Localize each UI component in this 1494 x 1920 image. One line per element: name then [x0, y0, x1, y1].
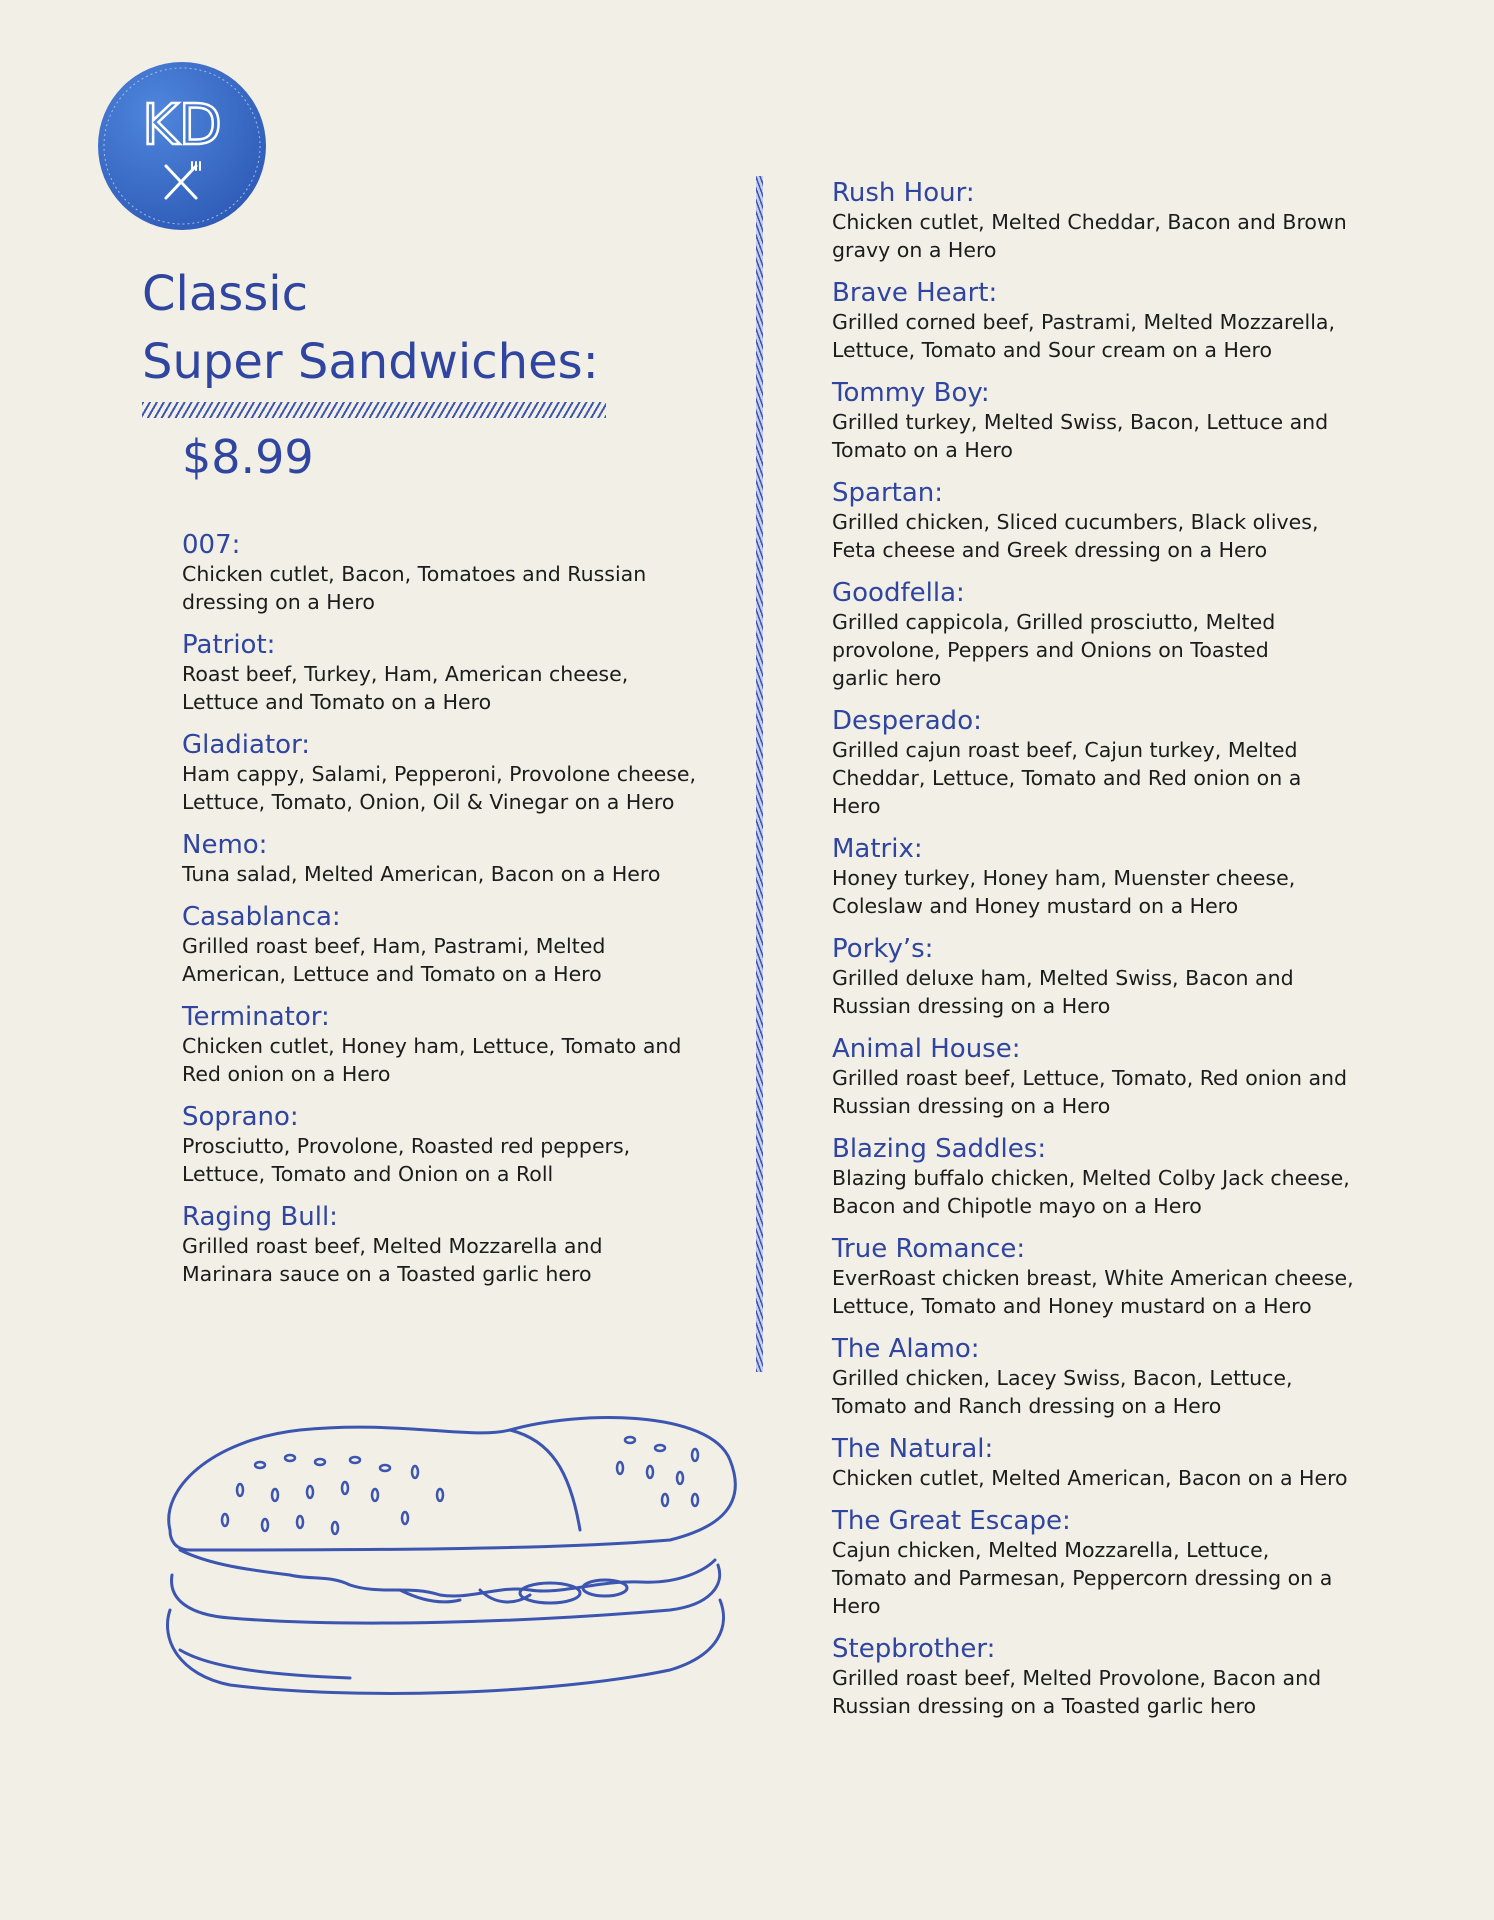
menu-item	[832, 834, 1392, 920]
description-line: Cajun chicken, Melted Mozzarella, Lettuce,	[832, 1538, 1270, 1562]
description-line: Lettuce and Tomato on a Hero	[182, 690, 492, 714]
description-line: Tomato and Parmesan, Peppercorn dressing on a	[832, 1566, 1333, 1590]
menu-item-description	[832, 1264, 1392, 1320]
description-line: Grilled roast beef, Ham, Pastrami, Melted	[182, 934, 606, 958]
menu-item-description	[832, 508, 1392, 564]
menu-item-description	[832, 864, 1392, 920]
menu-item	[832, 578, 1392, 692]
description-line: Blazing buffalo chicken, Melted Colby Jack cheese,	[832, 1166, 1350, 1190]
menu-item	[832, 1634, 1392, 1720]
menu-item	[832, 278, 1392, 364]
title-underline-divider	[142, 402, 606, 418]
sandwich-illustration	[150, 1400, 750, 1720]
menu-item-name: Spartan:	[832, 478, 943, 508]
menu-item-description	[832, 1464, 1392, 1492]
description-line: Grilled cappicola, Grilled prosciutto, Melted	[832, 610, 1276, 634]
menu-item-name: Rush Hour:	[832, 178, 975, 208]
menu-item-name: Terminator:	[182, 1002, 330, 1032]
menu-item	[182, 1002, 742, 1088]
menu-item-description	[832, 208, 1392, 264]
description-line: Chicken cutlet, Melted Cheddar, Bacon and Brown	[832, 210, 1347, 234]
menu-item-description	[832, 1664, 1392, 1720]
description-line: Ham cappy, Salami, Pepperoni, Provolone cheese,	[182, 762, 696, 786]
price: $8.99	[182, 430, 314, 484]
menu-item-description	[182, 560, 742, 616]
description-line: Roast beef, Turkey, Ham, American cheese,	[182, 662, 629, 686]
menu-item-description	[832, 1164, 1392, 1220]
menu-item	[832, 1234, 1392, 1320]
description-line: Grilled roast beef, Melted Mozzarella and	[182, 1234, 603, 1258]
description-line: Tomato on a Hero	[832, 438, 1013, 462]
description-line: Marinara sauce on a Toasted garlic hero	[182, 1262, 592, 1286]
description-line: Russian dressing on a Hero	[832, 1094, 1111, 1118]
logo-letters: KD	[142, 93, 222, 158]
menu-item-name: Porky’s:	[832, 934, 934, 964]
menu-item	[832, 706, 1392, 820]
description-line: Grilled roast beef, Melted Provolone, Bacon and	[832, 1666, 1322, 1690]
menu-item	[182, 1202, 742, 1288]
description-line: Grilled chicken, Sliced cucumbers, Black olives,	[832, 510, 1319, 534]
description-line: Chicken cutlet, Honey ham, Lettuce, Tomato and	[182, 1034, 682, 1058]
menu-item	[182, 730, 742, 816]
description-line: Honey turkey, Honey ham, Muenster cheese,	[832, 866, 1296, 890]
description-line: Cheddar, Lettuce, Tomato and Red onion on a	[832, 766, 1302, 790]
menu-item	[182, 630, 742, 716]
description-line: Grilled cajun roast beef, Cajun turkey, Melted	[832, 738, 1298, 762]
description-line: Tuna salad, Melted American, Bacon on a Hero	[182, 862, 661, 886]
menu-item-description	[832, 964, 1392, 1020]
menu-item-name: True Romance:	[832, 1234, 1026, 1264]
menu-item-name: Animal House:	[832, 1034, 1021, 1064]
menu-item-name: Goodfella:	[832, 578, 965, 608]
menu-item	[832, 1434, 1392, 1492]
menu-item-description	[182, 932, 742, 988]
kd-logo	[96, 60, 268, 232]
menu-item	[182, 830, 742, 888]
vertical-divider	[756, 176, 763, 1372]
menu-item	[182, 902, 742, 988]
description-line: garlic hero	[832, 666, 942, 690]
left-menu-column	[182, 530, 742, 1302]
menu-item-description	[832, 1364, 1392, 1420]
description-line: Chicken cutlet, Bacon, Tomatoes and Russian	[182, 562, 647, 586]
menu-item-description	[832, 1064, 1392, 1120]
description-line: Lettuce, Tomato and Honey mustard on a Hero	[832, 1294, 1312, 1318]
menu-item	[182, 1102, 742, 1188]
description-line: Tomato and Ranch dressing on a Hero	[832, 1394, 1222, 1418]
menu-item-name: Soprano:	[182, 1102, 299, 1132]
menu-item-description	[182, 1132, 742, 1188]
menu-item-description	[182, 660, 742, 716]
menu-item	[832, 1034, 1392, 1120]
menu-item-description	[832, 308, 1392, 364]
menu-item	[832, 478, 1392, 564]
title-line-2: Super Sandwiches:	[142, 334, 599, 390]
menu-item-description	[182, 760, 742, 816]
menu-item-description	[182, 1032, 742, 1088]
description-line: Lettuce, Tomato, Onion, Oil & Vinegar on a Hero	[182, 790, 675, 814]
description-line: provolone, Peppers and Onions on Toasted	[832, 638, 1269, 662]
menu-title	[142, 260, 599, 396]
description-line: Lettuce, Tomato and Sour cream on a Hero	[832, 338, 1273, 362]
description-line: Bacon and Chipotle mayo on a Hero	[832, 1194, 1202, 1218]
description-line: Feta cheese and Greek dressing on a Hero	[832, 538, 1268, 562]
description-line: Coleslaw and Honey mustard on a Hero	[832, 894, 1239, 918]
description-line: Grilled deluxe ham, Melted Swiss, Bacon and	[832, 966, 1294, 990]
menu-item	[832, 178, 1392, 264]
menu-item-name: The Alamo:	[832, 1334, 980, 1364]
menu-item-name: Casablanca:	[182, 902, 341, 932]
menu-item	[832, 934, 1392, 1020]
description-line: Grilled turkey, Melted Swiss, Bacon, Lettuce and	[832, 410, 1329, 434]
menu-item	[832, 1506, 1392, 1620]
description-line: American, Lettuce and Tomato on a Hero	[182, 962, 602, 986]
menu-item-name: Nemo:	[182, 830, 268, 860]
menu-item-description	[832, 608, 1392, 692]
description-line: Grilled roast beef, Lettuce, Tomato, Red onion and	[832, 1066, 1348, 1090]
menu-item-name: The Natural:	[832, 1434, 994, 1464]
title-line-1: Classic	[142, 266, 309, 322]
description-line: Grilled corned beef, Pastrami, Melted Mozzarella,	[832, 310, 1336, 334]
description-line: Red onion on a Hero	[182, 1062, 391, 1086]
menu-item-name: Gladiator:	[182, 730, 311, 760]
description-line: Russian dressing on a Hero	[832, 994, 1111, 1018]
menu-item-name: Tommy Boy:	[832, 378, 990, 408]
description-line: gravy on a Hero	[832, 238, 997, 262]
description-line: Lettuce, Tomato and Onion on a Roll	[182, 1162, 554, 1186]
menu-item-name: Brave Heart:	[832, 278, 998, 308]
menu-item	[832, 1334, 1392, 1420]
right-menu-column	[832, 178, 1392, 1734]
menu-item-description	[832, 736, 1392, 820]
description-line: dressing on a Hero	[182, 590, 375, 614]
description-line: Prosciutto, Provolone, Roasted red peppers,	[182, 1134, 631, 1158]
description-line: Chicken cutlet, Melted American, Bacon on a Hero	[832, 1466, 1348, 1490]
menu-item-description	[832, 1536, 1392, 1620]
description-line: EverRoast chicken breast, White American cheese,	[832, 1266, 1354, 1290]
menu-item-name: Desperado:	[832, 706, 982, 736]
menu-item-description	[182, 860, 742, 888]
menu-item-name: Blazing Saddles:	[832, 1134, 1047, 1164]
menu-item	[832, 378, 1392, 464]
menu-item-name: Raging Bull:	[182, 1202, 338, 1232]
menu-item-description	[182, 1232, 742, 1288]
menu-item-description	[832, 408, 1392, 464]
description-line: Hero	[832, 1594, 881, 1618]
menu-item-name: 007:	[182, 530, 241, 560]
menu-item-name: The Great Escape:	[832, 1506, 1071, 1536]
description-line: Grilled chicken, Lacey Swiss, Bacon, Lettuce,	[832, 1366, 1293, 1390]
menu-item-name: Stepbrother:	[832, 1634, 996, 1664]
menu-item-name: Matrix:	[832, 834, 923, 864]
description-line: Hero	[832, 794, 881, 818]
menu-item	[832, 1134, 1392, 1220]
description-line: Russian dressing on a Toasted garlic hero	[832, 1694, 1257, 1718]
menu-item	[182, 530, 742, 616]
menu-item-name: Patriot:	[182, 630, 276, 660]
